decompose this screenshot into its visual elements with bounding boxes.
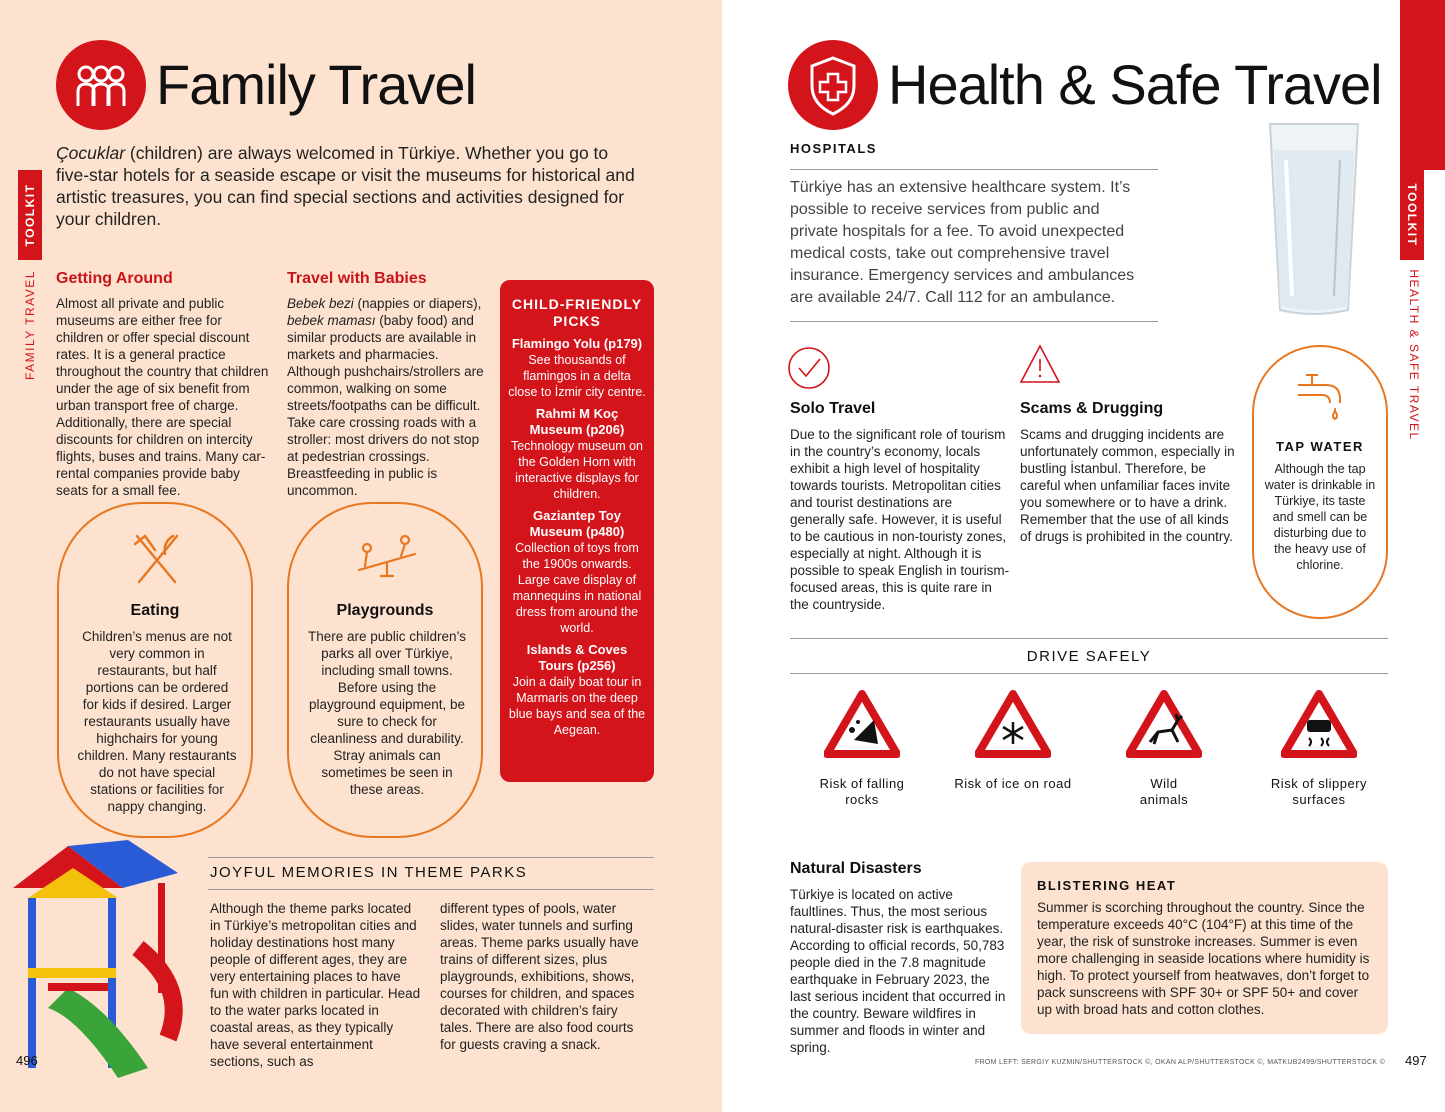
side-label-right: HEALTH & SAFE TRAVEL bbox=[1407, 269, 1421, 441]
travel-babies-text: Bebek bezi (nappies or diapers), bebek maması (baby food) and similar products are available in markets and pharmacies. Although pushchairs/strollers are common, walking on some streets/footpaths can be difficult. Take care crossing roads with a stroller: most drivers do not stop at pedestrian crossings. Breastfeeding in public is uncommon. bbox=[287, 296, 484, 498]
scams-text: Scams and drugging incidents are unfortunately common, especially in bustling İstanbul. Therefore, be careful when unfamiliar faces invite you somewhere or to have a drink. Remember that the use of all kinds of drugs is prohibited in the country. bbox=[1020, 427, 1235, 544]
pick-desc: Collection of toys from the 1900s onwards. Large cave display of mannequins in national dress from around the world. bbox=[512, 541, 642, 635]
warning-icon bbox=[1019, 343, 1061, 385]
theme-parks-col1: Although the theme parks located in Türkiye’s metropolitan cities and holiday destinations host many people of different ages, they are very entertaining places to have fun with children in particular. Head to the water parks located in coastal areas, as they typically have several entertainment sections, such as bbox=[210, 901, 421, 1069]
divider bbox=[790, 321, 1158, 322]
scams-heading: Scams & Drugging bbox=[1020, 400, 1164, 417]
playgrounds-card bbox=[287, 502, 483, 838]
fork-knife-icon bbox=[131, 532, 183, 586]
getting-around-text: Almost all private and public museums are either free for children or offer special discount rates. It is a general practice throughout the country that children under the age of six benefit from urban transport free of charge. Additionally, there are special discounts for children on intercity flights, buses and trains. Many car-rental companies provide baby seats for a small fee. bbox=[56, 296, 269, 498]
theme-parks-heading: JOYFUL MEMORIES IN THEME PARKS bbox=[210, 864, 528, 881]
falling-rocks-sign-icon bbox=[824, 690, 900, 758]
pick-name: Rahmi M Koç Museum (p206) bbox=[529, 406, 625, 437]
divider bbox=[208, 857, 654, 858]
toolkit-tab-left: TOOLKIT bbox=[18, 170, 42, 260]
playground-image bbox=[8, 838, 208, 1078]
tap-water-text: Although the tap water is drinkable in Türkiye, its taste and smell can be disturbing due to the heavy use of chlorine. bbox=[1264, 462, 1376, 572]
sign-caption: Wild animals bbox=[1139, 776, 1189, 807]
hospitals-text: Türkiye has an extensive healthcare system. It’s possible to receive services from public and private hospitals for a fee. To avoid unexpected medical costs, take out comprehensive travel insurance. Emergency services and ambulances are available 24/7. Call 112 for an ambulance. bbox=[790, 179, 1135, 306]
side-label-left: FAMILY TRAVEL bbox=[23, 270, 37, 380]
seesaw-icon bbox=[355, 532, 419, 582]
sign-caption: Risk of slippery surfaces bbox=[1270, 776, 1368, 807]
natural-disasters-text: Türkiye is located on active faultlines. Thus, the most serious natural-disaster risk is earthquakes. According to official records, 50,783 people died in the 7.8 magnitude earthquake in February 2023, the last serious incident that occurred in the country. Beware wildfires in summer and floods in winter and spring. bbox=[790, 887, 1006, 1055]
playgrounds-text: There are public children’s parks all over Türkiye, including small towns. Before using the playground equipment, be sure to check for cleanliness and durability. Stray animals can sometimes be seen in these areas. bbox=[307, 629, 467, 797]
tap-water-card bbox=[1252, 345, 1388, 619]
eating-heading: Eating bbox=[130, 602, 180, 619]
divider bbox=[790, 638, 1388, 639]
page-title-left: Family Travel bbox=[156, 53, 476, 116]
tap-water-heading: TAP WATER bbox=[1276, 439, 1364, 454]
blistering-heat-box bbox=[1021, 862, 1388, 1034]
theme-parks-col2: different types of pools, water slides, water tunnels and surfing areas. Theme parks usually have trains of different sizes, plus playgrounds, exhibitions, shows, courses for children, and spaces decorated with children’s fairy tales. There are also food courts for guests craving a snack. bbox=[440, 901, 639, 1052]
child-friendly-picks-box bbox=[500, 280, 654, 782]
heat-text: Summer is scorching throughout the country. Since the temperature exceeds 40°C (104°F) at this time of the year, the risk of sunstroke increases. Summer is even more challenging in seaside locations where humidity is high. To protect yourself from heatwaves, don’t forget to pack sunscreens with SPF 30+ or SPF 50+ and cover up with broad hats and cotton clothes. bbox=[1037, 900, 1370, 1017]
pick-name: Flamingo Yolu (p179) bbox=[511, 336, 643, 351]
getting-around-heading: Getting Around bbox=[56, 270, 173, 287]
natural-disasters-heading: Natural Disasters bbox=[790, 860, 922, 877]
eating-card bbox=[57, 502, 253, 838]
pick-desc: See thousands of flamingos in a delta close to İzmir city centre. bbox=[508, 353, 646, 399]
solo-heading: Solo Travel bbox=[790, 400, 876, 417]
page-number-left: 496 bbox=[16, 1053, 38, 1068]
pick-name: Gaziantep Toy Museum (p480) bbox=[529, 508, 625, 539]
pick-name: Islands & Coves Tours (p256) bbox=[526, 642, 628, 673]
tap-icon bbox=[1292, 365, 1352, 425]
eating-text: Children’s menus are not very common in restaurants, but half portions can be ordered for kids if desired. Larger restaurants usually have highchairs for young children. Many restaurants do not have special stations or facilities for nappy changing. bbox=[77, 629, 237, 814]
health-shield-icon bbox=[788, 40, 878, 130]
red-edge-strip bbox=[1400, 0, 1445, 170]
checkmark-icon bbox=[787, 346, 831, 390]
page-title-right: Health & Safe Travel bbox=[888, 53, 1382, 116]
divider bbox=[790, 169, 1158, 170]
pick-desc: Technology museum on the Golden Horn with interactive displays for children. bbox=[510, 439, 644, 501]
slippery-road-sign-icon bbox=[1281, 690, 1357, 758]
playgrounds-heading: Playgrounds bbox=[336, 602, 434, 619]
toolkit-tab-right: TOOLKIT bbox=[1400, 170, 1424, 260]
family-icon bbox=[56, 40, 146, 130]
intro-text: Çocuklar (children) are always welcomed in Türkiye. Whether you go to five-star hotels for a seaside escape or visit the museums for historical and artistic treasures, you can find special sections and activities designed for your children. bbox=[56, 143, 635, 229]
hospitals-heading: HOSPITALS bbox=[790, 141, 877, 156]
sign-caption: Risk of ice on road bbox=[954, 776, 1072, 791]
sign-caption: Risk of falling rocks bbox=[819, 776, 905, 807]
deer-sign-icon bbox=[1126, 690, 1202, 758]
drive-safely-heading: DRIVE SAFELY bbox=[1026, 648, 1152, 665]
pick-desc: Join a daily boat tour in Marmaris on the deep blue bays and sea of the Aegean. bbox=[508, 675, 646, 737]
heat-heading: BLISTERING HEAT bbox=[1037, 878, 1177, 893]
picks-heading: CHILD-FRIENDLY PICKS bbox=[511, 296, 643, 329]
solo-text: Due to the significant role of tourism in the country’s economy, locals exhibit a high level of hospitality towards tourists. Metropolitan cities and tourist destinations are generally safe. However, it is useful to be cautious in non-touristy zones, especially at night. Although it is possible to speak English in tourism-focused areas, this is quite rare in the countryside. bbox=[790, 427, 1010, 612]
photo-credit: FROM LEFT: SERGIY KUZMIN/SHUTTERSTOCK ©, OKAN ALP/SHUTTERSTOCK ©, MATKUB2499/SHUTTERSTOCK © bbox=[975, 1059, 1386, 1066]
ice-sign-icon bbox=[975, 690, 1051, 758]
divider bbox=[208, 889, 654, 890]
page-number-right: 497 bbox=[1405, 1053, 1427, 1068]
water-glass-image bbox=[1262, 120, 1366, 320]
divider bbox=[790, 673, 1388, 674]
travel-babies-heading: Travel with Babies bbox=[287, 270, 427, 287]
